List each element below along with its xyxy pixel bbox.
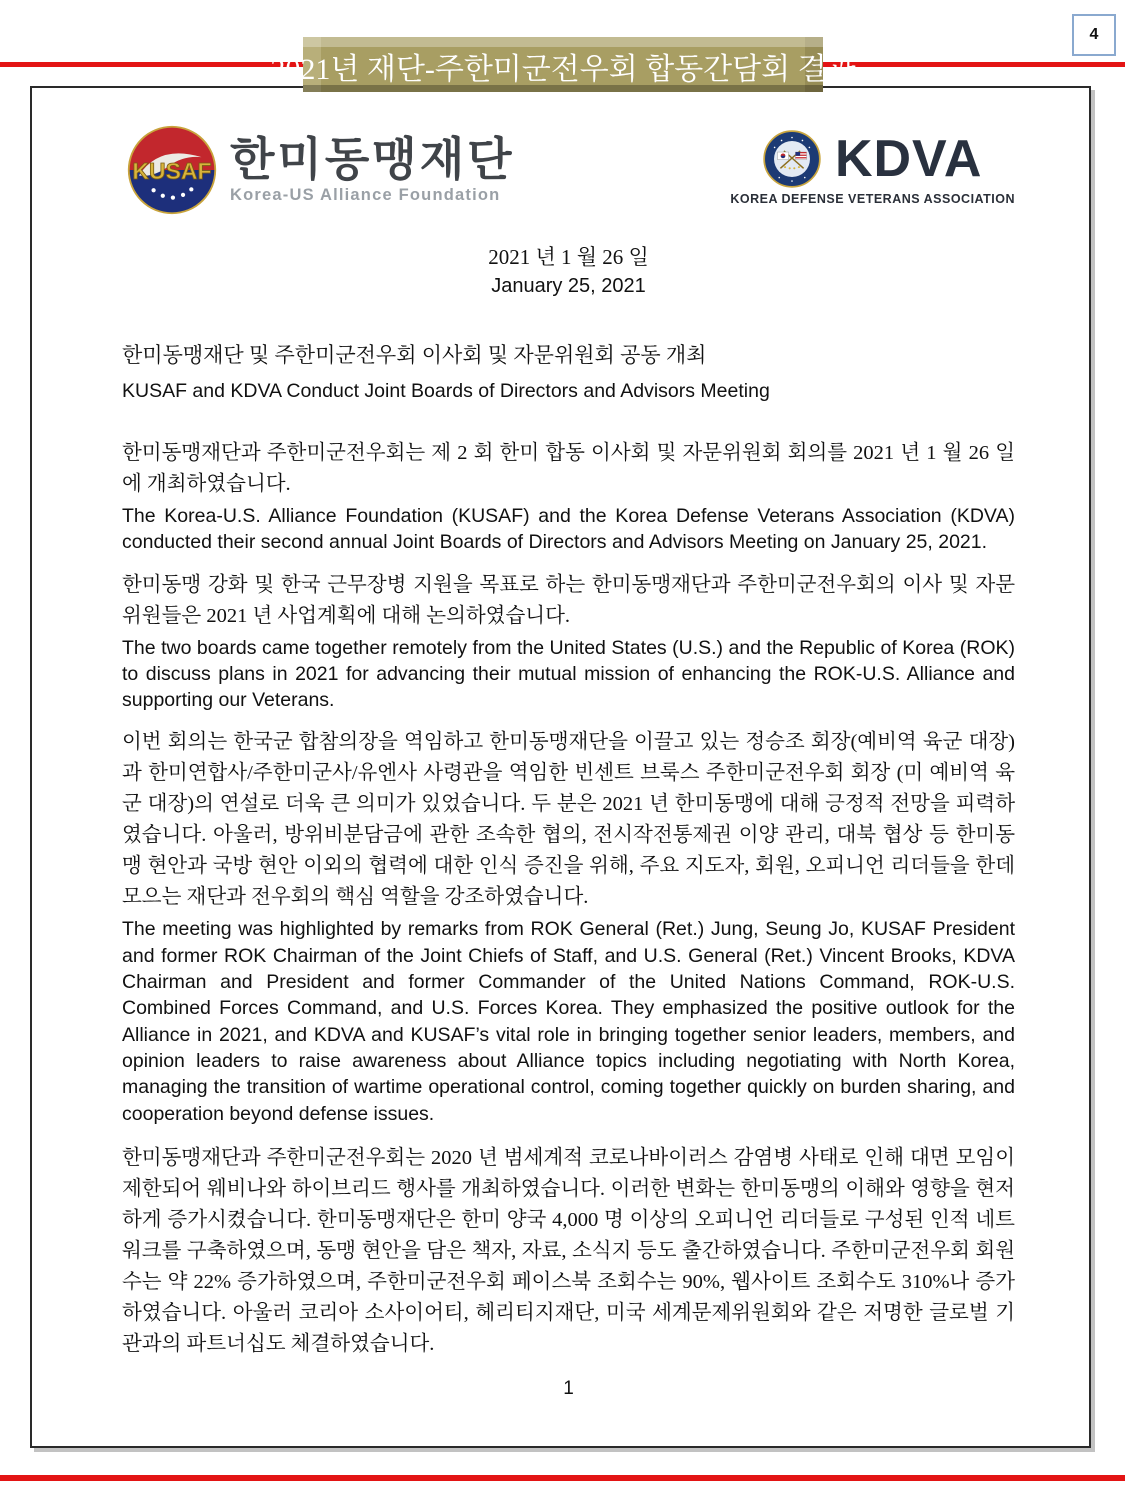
kusaf-wordmark xyxy=(230,132,515,205)
paragraph-en-2: The two boards came together remotely from the United States (U.S.) and the Republic of Korea (ROK) to discuss plans in 2021 for advancing their mutual mission of enhancing the ROK-U.S. Alliance and supporting our Veterans. xyxy=(122,636,1015,712)
paragraph-ko-4: 한미동맹재단과 주한미군전우회는 2020 년 범세계적 코로나바이러스 감염병 사태로 인해 대면 모임이 제한되어 웨비나와 하이브리드 행사를 개최하였습니다. 이러한 변화는 한미동맹의 이해와 영향을 현저하게 증가시켰습니다. 한미동맹재단은 한미 양국 4,000 명 이상의 오피니언 리더들로 구성된 인적 네트워크를 구축하였으며, 동맹 현안을 담은 책자, 자료, 소식지 등도 출간하였습니다. 주한미군전우회 회원 수는 약 22% 증가하였으며, 주한미군전우회 페이스북 조회수는 90%, 웹사이트 조회수도 310%나 증가하였습니다. 아울러 코리아 소사이어티, 헤리티지재단, 미국 세계문제위원회와 같은 저명한 글로벌 기관과의 파트너십도 체결하였습니다. xyxy=(122,1146,1015,1355)
date-korean: 2021 년 1 월 26 일 xyxy=(488,245,649,269)
header-banner xyxy=(270,37,856,92)
kusaf-emblem-icon xyxy=(126,124,218,216)
kdva-acronym: KDVA xyxy=(834,130,983,188)
korean-flag-mini xyxy=(777,152,788,160)
us-flag-mini xyxy=(795,152,806,160)
kdva-subtitle: KOREA DEFENSE VETERANS ASSOCIATION xyxy=(730,192,1015,206)
paragraph-ko-3: 이번 회의는 한국군 합참의장을 역임하고 한미동맹재단을 이끌고 있는 정승조 회장(예비역 육군 대장)과 한미연합사/주한미군사/유엔사 사령관을 역임한 빈센트 브룩스 주한미군전우회 회장 (미 예비역 육군 대장)의 연설로 더욱 큰 의미가 있었습니다. 두 분은 2021 년 한미동맹에 대해 긍정적 전망을 피력하였습니다. 아울러, 방위비분담금에 관한 조속한 협의, 전시작전통제권 이양 관리, 대북 협상 등 한미동맹 현안과 국방 현안 이외의 협력에 대한 인식 증진을 위해, 주요 지도자, 회원, 오피니언 리더들을 한데 모으는 재단과 전우회의 핵심 역할을 강조하였습니다. xyxy=(122,731,1015,909)
page-number-badge xyxy=(1072,14,1116,56)
dateline xyxy=(122,244,1015,300)
kdva-emblem-icon xyxy=(763,130,821,188)
paragraph-en-3: The meeting was highlighted by remarks from ROK General (Ret.) Jung, Seung Jo, KUSAF President and former ROK Chairman of the Joint Chiefs of Staff, and U.S. General (Ret.) Vincent Brooks, KDVA Chairman and President and former Commander of the United Nations Command, ROK-U.S. Combined Forces Command, and U.S. Forces Korea. They emphasized the positive outlook for the Alliance in 2021, and KDVA and KUSAF’s vital role in bringing together senior leaders, members, and opinion leaders to raise awareness about Alliance topics including negotiating with North Korea, managing the transition of wartime operational control, coming together quickly on burden sharing, and cooperation beyond defense issues. xyxy=(122,918,1015,1125)
page-badge-number: 4 xyxy=(1089,26,1099,43)
headline-korean: 한미동맹재단 및 주한미군전우회 이사회 및 자문위원회 공동 개최 xyxy=(122,343,707,367)
paragraph-ko-2: 한미동맹 강화 및 한국 근무장병 지원을 목표로 하는 한미동맹재단과 주한미군전우회의 이사 및 자문위원들은 2021 년 사업계획에 대해 논의하였습니다. xyxy=(122,573,1015,627)
kusaf-korean-name: 한미동맹재단 xyxy=(230,132,515,185)
logo-row xyxy=(122,124,1015,220)
kdva-logo xyxy=(730,130,1015,206)
kusaf-emblem-text: KUSAF xyxy=(132,158,212,185)
headline-english: KUSAF and KDVA Conduct Joint Boards of Directors and Advisors Meeting xyxy=(122,380,770,402)
kusaf-english-name: Korea-US Alliance Foundation xyxy=(230,186,501,205)
footer-page-number: 1 xyxy=(563,1377,574,1399)
paragraph-ko-1: 한미동맹재단과 주한미군전우회는 제 2 회 한미 합동 이사회 및 자문위원회 회의를 2021 년 1 월 26 일에 개최하였습니다. xyxy=(122,442,1015,495)
headline-block xyxy=(122,340,1015,404)
paragraph-en-1: The Korea-U.S. Alliance Foundation (KUSAF) and the Korea Defense Veterans Association (KDVA) conducted their second annual Joint Boards of Directors and Advisors Meeting on January 25, 2021. xyxy=(122,505,1015,554)
banner-title: 2021년 재단-주한미군전우회 합동간담회 결과 xyxy=(270,52,856,86)
kusaf-logo xyxy=(126,124,515,216)
date-english: January 25, 2021 xyxy=(491,275,646,297)
bottom-red-rule xyxy=(0,1475,1125,1481)
kdva-wordmark-row xyxy=(730,130,1015,188)
content-frame xyxy=(30,86,1091,1448)
